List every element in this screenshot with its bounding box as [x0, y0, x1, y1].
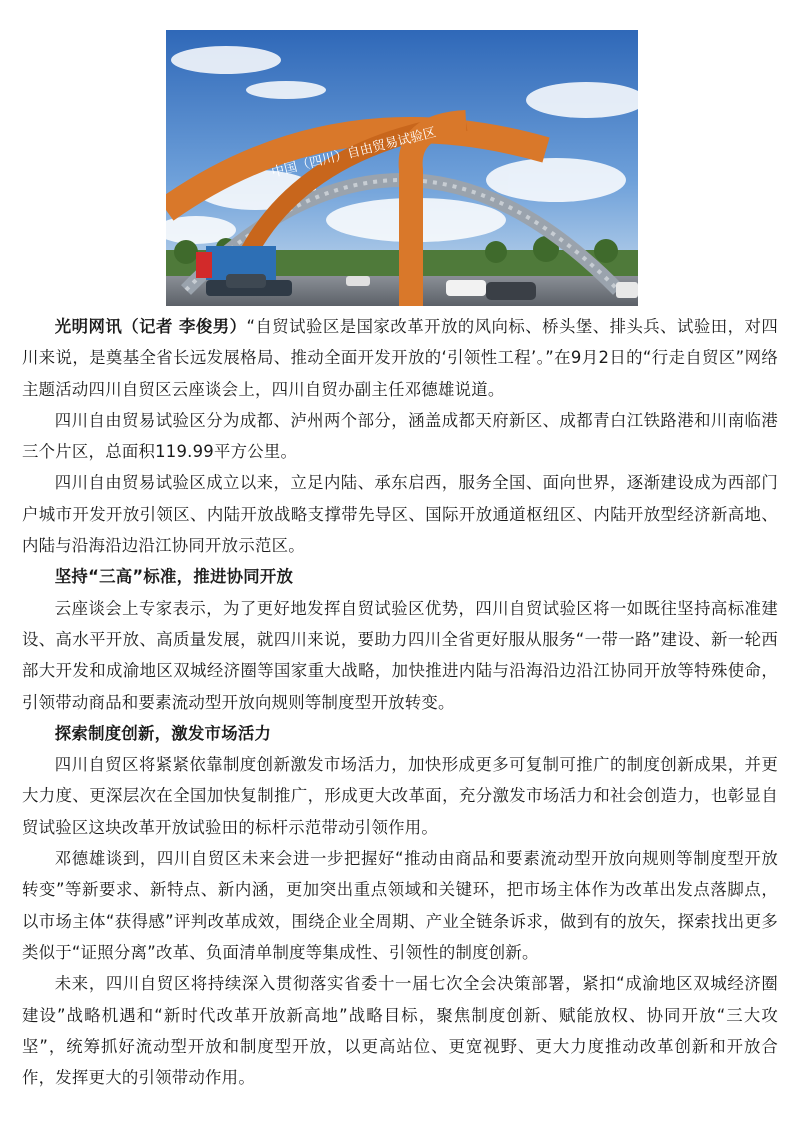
section-heading-1: 坚持“三高”标准，推进协同开放 [54, 567, 294, 587]
paragraph-6: 邓德雄谈到，四川自贸区未来会进一步把握好“推动由商品和要素流动型开放向规则等制度型开放转变”等新要求、新特点、新内涵，更加突出重点领域和关键环，把市场主体作为改革出发点落脚点，以市场主体“获得感”评判改革成效，围绕企业全周期、产业全链条诉求，做到有的放矢，探索找出更多类似于“证照分离”改革、负面清单制度等集成性、引领性的制度创新。 [22, 849, 778, 962]
paragraph-7: 未来，四川自贸区将持续深入贯彻落实省委十一届七次全会决策部署，紧扣“成渝地区双城经济圈建设”战略机遇和“新时代改革开放新高地”战略目标，聚焦制度创新、赋能放权、协同开放“三大攻坚”，统筹抓好流动型开放和制度型开放，以更高站位、更宽视野、更大力度推动改革创新和开放合作，发挥更大的引领带动作用。 [22, 974, 778, 1088]
paragraph-lead [22, 311, 778, 405]
paragraph-2: 四川自由贸易试验区分为成都、泸州两个部分，涵盖成都天府新区、成都青白江铁路港和川南临港三个片区，总面积119.99平方公里。 [22, 410, 778, 462]
lead-source: 光明网讯（记者 李俊男） [54, 317, 247, 336]
paragraph-3: 四川自由贸易试验区成立以来，立足内陆、承东启西，服务全国、面向世界，逐渐建设成为西部门户城市开发开放引领区、内陆开放战略支撑带先导区、国际开放通道枢纽区、内陆开放型经济新高地、内陆与沿海沿边沿江协同开放示范区。 [22, 473, 778, 556]
arch-sign-text: 中国（四川）自由贸易试验区 [270, 125, 438, 181]
article-photo [166, 30, 638, 306]
paragraph-4: 云座谈会上专家表示，为了更好地发挥自贸试验区优势，四川自贸试验区将一如既往坚持高标准建设、高水平开放、高质量发展，就四川来说，要助力四川全省更好服从服务“一带一路”建设、新一轮西部大开发和成渝地区双城经济圈等国家重大战略，加快推进内陆与沿海沿边沿江协同开放等特殊使命，引领带动商品和要素流动型开放向规则等制度型开放转变。 [22, 598, 778, 712]
article-body [22, 311, 778, 1093]
paragraph-5: 四川自贸区将紧紧依靠制度创新激发市场活力，加快形成更多可复制可推广的制度创新成果，并更大力度、更深层次在全国加快复制推广，形成更大改革面，充分激发市场活力和社会创造力，也彰显自贸试验区这块改革开放试验田的标杆示范带动引领作用。 [22, 755, 778, 837]
arch-gate-illustration [166, 30, 638, 306]
section-heading-2: 探索制度创新，激发市场活力 [54, 723, 272, 743]
lead-text: “自贸试验区是国家改革开放的风向标、桥头堡、排头兵、试验田，对四川来说，是奠基全省长远发展格局、推动全面开发开放的‘引领性工程’。”在9月2日的“行走自贸区”网络主题活动四川自贸区云座谈会上，四川自贸办副主任邓德雄说道。 [22, 317, 778, 399]
